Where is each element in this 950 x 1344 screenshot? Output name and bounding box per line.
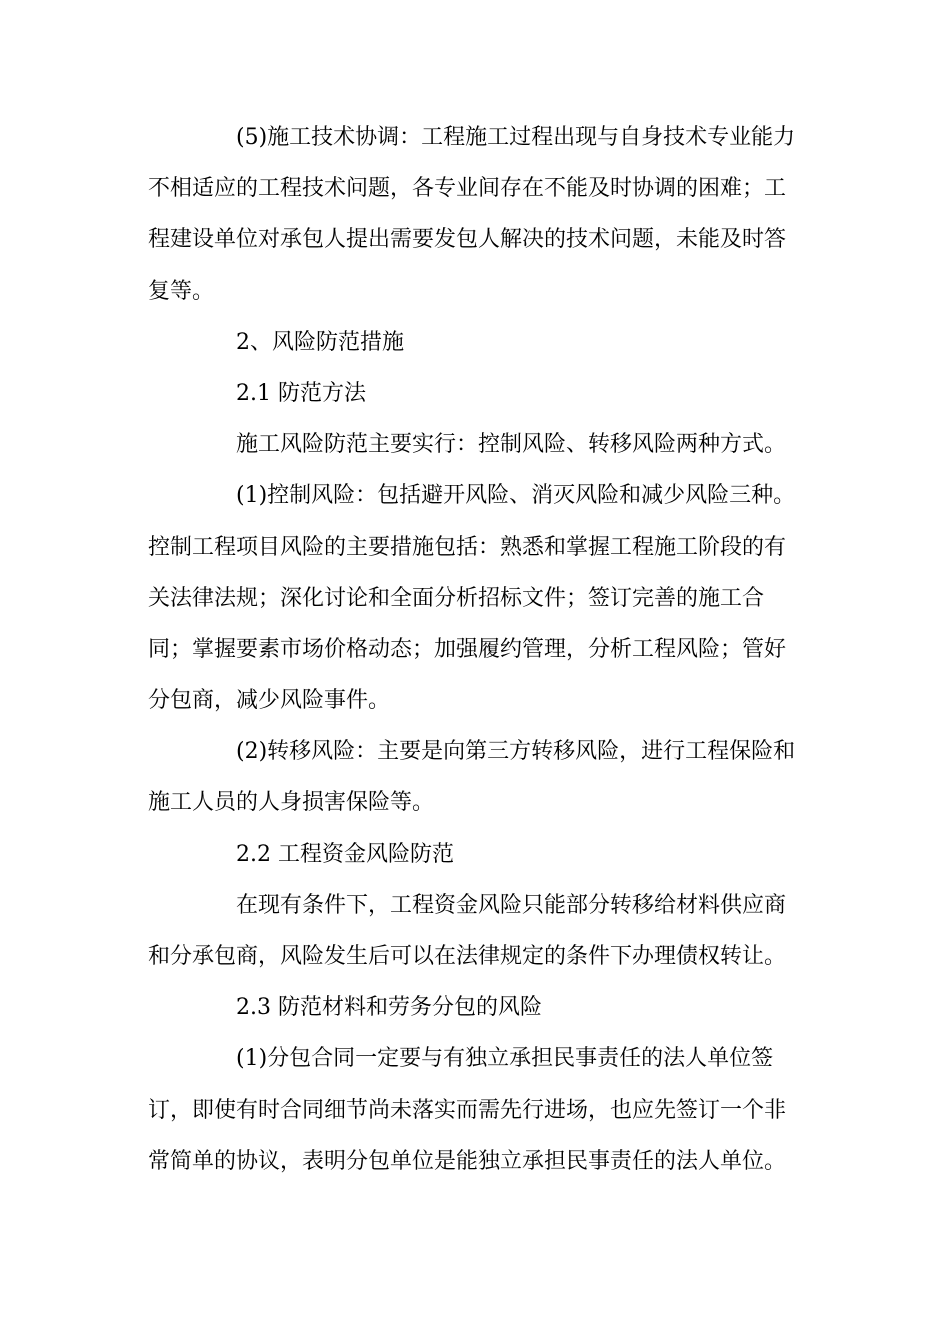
heading-line: 2.1 防范方法: [236, 380, 366, 406]
paragraph-transfer-risk: [148, 726, 804, 828]
subsection-heading: [148, 982, 804, 1033]
text-line: 订，即使有时合同细节尚未落实而需先行进场，也应先签订一个非: [148, 1097, 787, 1123]
heading-line: 2.2 工程资金风险防范: [236, 841, 454, 867]
subsection-heading: [148, 829, 804, 880]
text-line: 复等。: [148, 278, 215, 304]
document-body: [148, 112, 804, 1187]
text-line: 施工风险防范主要实行：控制风险、转移风险两种方式。: [236, 432, 787, 458]
text-line: (2)转移风险：主要是向第三方转移风险，进行工程保险和: [236, 739, 796, 765]
section-heading: [148, 317, 804, 368]
text-line: 同；掌握要素市场价格动态；加强履约管理，分析工程风险；管好: [148, 636, 787, 662]
text-line: 在现有条件下，工程资金风险只能部分转移给材料供应商: [236, 892, 787, 918]
text-line: 程建设单位对承包人提出需要发包人解决的技术问题，未能及时答: [148, 227, 787, 253]
text-line: (5)施工技术协调：工程施工过程出现与自身技术专业能力: [236, 125, 796, 150]
text-line: 施工人员的人身损害保险等。: [148, 790, 435, 816]
heading-line: 2、风险防范措施: [236, 329, 404, 355]
paragraph-funding-risk: [148, 880, 804, 982]
text-line: 不相适应的工程技术问题，各专业间存在不能及时协调的困难；工: [148, 176, 787, 202]
heading-line: 2.3 防范材料和劳务分包的风险: [236, 995, 542, 1021]
text-line: 和分承包商，风险发生后可以在法律规定的条件下办理债权转让。: [148, 944, 787, 969]
text-line: 常简单的协议，表明分包单位是能独立承担民事责任的法人单位。: [148, 1148, 787, 1174]
text-line: (1)分包合同一定要与有独立承担民事责任的法人单位签: [236, 1046, 774, 1072]
text-line: 分包商，减少风险事件。: [148, 688, 391, 714]
paragraph-construction-coordination: [148, 112, 804, 317]
paragraph-prevention-overview: [148, 419, 804, 470]
subsection-heading: [148, 368, 804, 419]
text-line: (1)控制风险：包括避开风险、消灭风险和减少风险三种。: [236, 483, 796, 509]
paragraph-control-risk: [148, 470, 804, 726]
text-line: 控制工程项目风险的主要措施包括：熟悉和掌握工程施工阶段的有: [148, 534, 787, 560]
text-line: 关法律法规；深化讨论和全面分析招标文件；签订完善的施工合: [148, 585, 765, 611]
paragraph-subcontract: [148, 1033, 804, 1187]
